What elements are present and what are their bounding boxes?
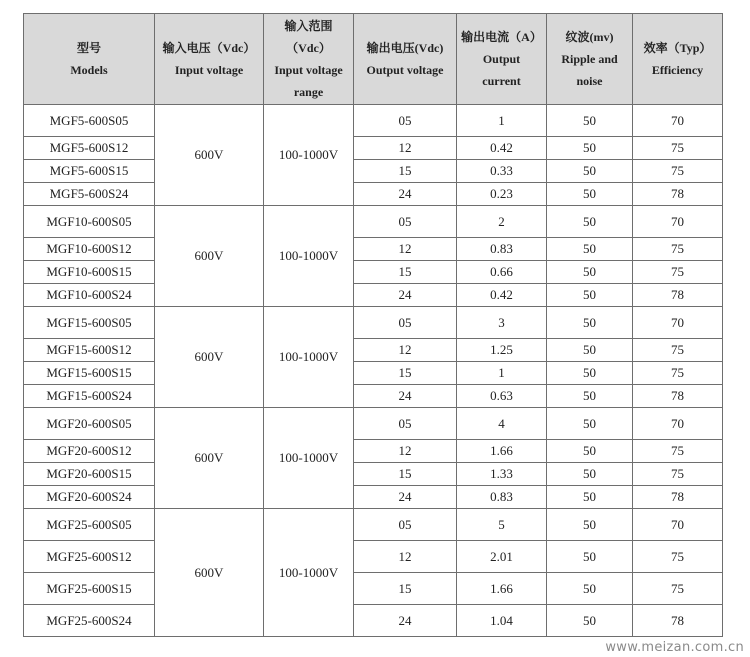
output-current-cell: 0.83: [457, 486, 547, 509]
ripple-cell: 50: [547, 509, 633, 541]
efficiency-cell: 75: [633, 463, 723, 486]
model-cell: MGF5-600S12: [24, 137, 155, 160]
output-voltage-cell: 15: [354, 463, 457, 486]
output-current-cell: 1: [457, 105, 547, 137]
output-voltage-cell: 15: [354, 160, 457, 183]
table-row: [24, 509, 723, 541]
ripple-cell: 50: [547, 385, 633, 408]
model-cell: MGF15-600S15: [24, 362, 155, 385]
output-voltage-cell: 15: [354, 261, 457, 284]
efficiency-cell: 75: [633, 160, 723, 183]
efficiency-cell: 75: [633, 362, 723, 385]
model-cell: MGF20-600S12: [24, 440, 155, 463]
output-current-cell: 0.83: [457, 238, 547, 261]
ripple-cell: 50: [547, 541, 633, 573]
ripple-cell: 50: [547, 440, 633, 463]
output-current-cell: 1.33: [457, 463, 547, 486]
ripple-cell: 50: [547, 408, 633, 440]
ripple-cell: 50: [547, 486, 633, 509]
efficiency-cell: 75: [633, 440, 723, 463]
output-voltage-cell: 12: [354, 339, 457, 362]
model-cell: MGF25-600S12: [24, 541, 155, 573]
efficiency-cell: 78: [633, 605, 723, 637]
model-cell: MGF5-600S24: [24, 183, 155, 206]
table-row: [24, 284, 723, 307]
input-range-cell: 100-1000V: [264, 408, 354, 509]
table-row: [24, 160, 723, 183]
output-current-cell: 1.66: [457, 573, 547, 605]
model-cell: MGF10-600S12: [24, 238, 155, 261]
ripple-cell: 50: [547, 206, 633, 238]
output-current-cell: 1: [457, 362, 547, 385]
efficiency-cell: 78: [633, 486, 723, 509]
output-voltage-cell: 05: [354, 105, 457, 137]
efficiency-cell: 70: [633, 307, 723, 339]
table-row: [24, 362, 723, 385]
efficiency-cell: 70: [633, 206, 723, 238]
input-voltage-cell: 600V: [155, 206, 264, 307]
model-cell: MGF20-600S24: [24, 486, 155, 509]
model-cell: MGF20-600S05: [24, 408, 155, 440]
ripple-cell: 50: [547, 160, 633, 183]
header-input-voltage: 输入电压（Vdc） Input voltage: [155, 14, 264, 105]
model-cell: MGF15-600S12: [24, 339, 155, 362]
efficiency-cell: 78: [633, 183, 723, 206]
output-voltage-cell: 24: [354, 284, 457, 307]
table-row: [24, 385, 723, 408]
model-cell: MGF15-600S24: [24, 385, 155, 408]
efficiency-cell: 75: [633, 573, 723, 605]
output-voltage-cell: 12: [354, 541, 457, 573]
output-current-cell: 0.42: [457, 137, 547, 160]
ripple-cell: 50: [547, 105, 633, 137]
output-voltage-cell: 24: [354, 183, 457, 206]
output-voltage-cell: 24: [354, 605, 457, 637]
efficiency-cell: 75: [633, 541, 723, 573]
efficiency-cell: 70: [633, 105, 723, 137]
table-row: [24, 307, 723, 339]
ripple-cell: 50: [547, 238, 633, 261]
header-ripple: 纹波(mv) Ripple and noise: [547, 14, 633, 105]
efficiency-cell: 75: [633, 137, 723, 160]
model-cell: MGF10-600S15: [24, 261, 155, 284]
efficiency-cell: 70: [633, 509, 723, 541]
table-row: [24, 238, 723, 261]
ripple-cell: 50: [547, 339, 633, 362]
output-current-cell: 0.23: [457, 183, 547, 206]
table-row: [24, 137, 723, 160]
header-models: 型号 Models: [24, 14, 155, 105]
table-row: [24, 463, 723, 486]
table-row: [24, 440, 723, 463]
model-cell: MGF10-600S24: [24, 284, 155, 307]
watermark: www.meizan.com.cn: [605, 640, 744, 655]
efficiency-cell: 75: [633, 339, 723, 362]
spec-table: [23, 13, 723, 637]
output-current-cell: 0.33: [457, 160, 547, 183]
output-current-cell: 4: [457, 408, 547, 440]
table-row: [24, 206, 723, 238]
input-voltage-cell: 600V: [155, 408, 264, 509]
ripple-cell: 50: [547, 605, 633, 637]
output-voltage-cell: 24: [354, 486, 457, 509]
output-voltage-cell: 05: [354, 307, 457, 339]
ripple-cell: 50: [547, 362, 633, 385]
input-range-cell: 100-1000V: [264, 509, 354, 637]
table-row: [24, 605, 723, 637]
ripple-cell: 50: [547, 183, 633, 206]
header-input-range: 输入范围 （Vdc） Input voltage range: [264, 14, 354, 105]
model-cell: MGF5-600S15: [24, 160, 155, 183]
output-current-cell: 3: [457, 307, 547, 339]
table-row: [24, 486, 723, 509]
output-voltage-cell: 12: [354, 440, 457, 463]
input-range-cell: 100-1000V: [264, 206, 354, 307]
efficiency-cell: 78: [633, 284, 723, 307]
input-range-cell: 100-1000V: [264, 105, 354, 206]
output-current-cell: 1.25: [457, 339, 547, 362]
output-current-cell: 1.04: [457, 605, 547, 637]
ripple-cell: 50: [547, 307, 633, 339]
ripple-cell: 50: [547, 284, 633, 307]
output-voltage-cell: 12: [354, 137, 457, 160]
header-efficiency: 效率（Typ） Efficiency: [633, 14, 723, 105]
input-voltage-cell: 600V: [155, 509, 264, 637]
table-row: [24, 339, 723, 362]
table-row: [24, 541, 723, 573]
output-current-cell: 2.01: [457, 541, 547, 573]
table-row: [24, 105, 723, 137]
ripple-cell: 50: [547, 261, 633, 284]
table-body: [24, 105, 723, 637]
table-row: [24, 573, 723, 605]
efficiency-cell: 75: [633, 238, 723, 261]
model-cell: MGF5-600S05: [24, 105, 155, 137]
output-current-cell: 1.66: [457, 440, 547, 463]
output-current-cell: 0.66: [457, 261, 547, 284]
header-row: [24, 14, 723, 105]
output-current-cell: 0.63: [457, 385, 547, 408]
output-voltage-cell: 24: [354, 385, 457, 408]
output-current-cell: 5: [457, 509, 547, 541]
header-output-current: 输出电流（A） Output current: [457, 14, 547, 105]
efficiency-cell: 70: [633, 408, 723, 440]
table-row: [24, 408, 723, 440]
efficiency-cell: 78: [633, 385, 723, 408]
output-voltage-cell: 12: [354, 238, 457, 261]
output-voltage-cell: 05: [354, 509, 457, 541]
output-voltage-cell: 05: [354, 408, 457, 440]
model-cell: MGF15-600S05: [24, 307, 155, 339]
output-current-cell: 2: [457, 206, 547, 238]
model-cell: MGF25-600S24: [24, 605, 155, 637]
ripple-cell: 50: [547, 463, 633, 486]
input-range-cell: 100-1000V: [264, 307, 354, 408]
model-cell: MGF20-600S15: [24, 463, 155, 486]
model-cell: MGF10-600S05: [24, 206, 155, 238]
input-voltage-cell: 600V: [155, 307, 264, 408]
output-voltage-cell: 15: [354, 362, 457, 385]
table-row: [24, 183, 723, 206]
input-voltage-cell: 600V: [155, 105, 264, 206]
output-voltage-cell: 15: [354, 573, 457, 605]
model-cell: MGF25-600S05: [24, 509, 155, 541]
header-output-voltage: 输出电压(Vdc) Output voltage: [354, 14, 457, 105]
output-voltage-cell: 05: [354, 206, 457, 238]
efficiency-cell: 75: [633, 261, 723, 284]
ripple-cell: 50: [547, 137, 633, 160]
output-current-cell: 0.42: [457, 284, 547, 307]
ripple-cell: 50: [547, 573, 633, 605]
model-cell: MGF25-600S15: [24, 573, 155, 605]
table-row: [24, 261, 723, 284]
